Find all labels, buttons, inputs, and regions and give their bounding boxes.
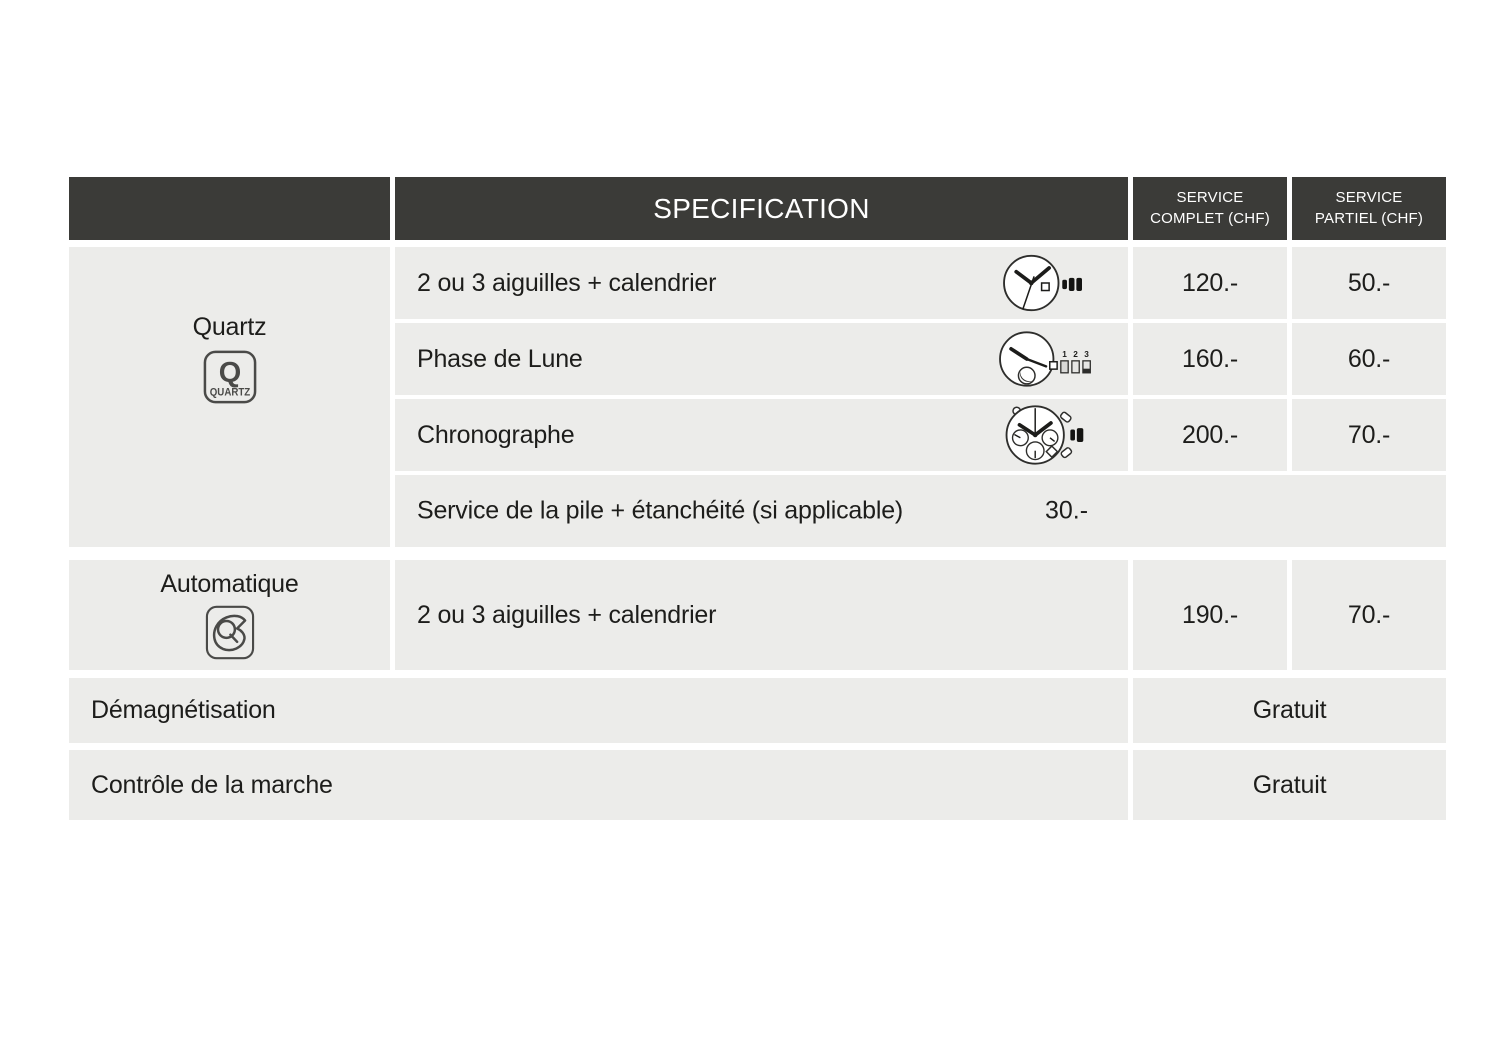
price-complet: 160.-: [1133, 323, 1287, 395]
row-demagnetisation: Démagnétisation: [69, 678, 1128, 743]
row-automatique-3-hands: [395, 560, 1128, 670]
quartz-label: Quartz: [192, 312, 267, 341]
crown-position-3: 3: [1084, 350, 1089, 360]
service-complet-line1: SERVICE: [1176, 189, 1244, 207]
price-partiel: 70.-: [1292, 399, 1446, 471]
price-complet: 190.-: [1133, 560, 1287, 670]
battery-service-label: Service de la pile + étanchéité (si applicable): [417, 496, 904, 525]
header-service-partiel: [1292, 177, 1446, 240]
row-controle-marche: Contrôle de la marche: [69, 750, 1128, 820]
watch-three-hands-icon: [1000, 252, 1102, 314]
row-quartz-moon-phase: [395, 323, 1128, 395]
row-battery-service: [395, 475, 1446, 547]
row-quartz-chronograph: [395, 399, 1128, 471]
battery-service-price: 30.-: [1045, 496, 1089, 525]
service-complet-line2: COMPLET (CHF): [1150, 209, 1270, 227]
specification-title: SPECIFICATION: [653, 192, 870, 224]
price-partiel: 50.-: [1292, 247, 1446, 319]
price-complet: 120.-: [1133, 247, 1287, 319]
automatique-label: Automatique: [160, 570, 299, 598]
automatic-movement-icon: [205, 605, 255, 660]
watch-chronograph-icon: [998, 398, 1102, 472]
quartz-badge-icon: [203, 350, 257, 404]
spec-label: Chronographe: [417, 420, 575, 449]
service-partiel-line1: SERVICE: [1335, 189, 1403, 207]
demagnetisation-value: Gratuit: [1133, 678, 1446, 743]
header-service-complet: [1133, 177, 1287, 240]
automatique-group-cell: [69, 560, 390, 670]
controle-marche-value: Gratuit: [1133, 750, 1446, 820]
spec-label: 2 ou 3 aiguilles + calendrier: [417, 600, 717, 629]
spec-label: Phase de Lune: [417, 344, 583, 373]
crown-position-1: 1: [1062, 350, 1067, 360]
crown-position-2: 2: [1073, 350, 1078, 360]
spec-label: 2 ou 3 aiguilles + calendrier: [417, 268, 717, 297]
price-complet: 200.-: [1133, 399, 1287, 471]
price-partiel: 60.-: [1292, 323, 1446, 395]
service-partiel-line2: PARTIEL (CHF): [1314, 209, 1424, 227]
quartz-badge-caption: QUARTZ: [209, 385, 250, 398]
row-quartz-3-hands: [395, 247, 1128, 319]
header-empty-cell: [69, 177, 390, 240]
header-specification: [395, 177, 1128, 240]
price-partiel: 70.-: [1292, 560, 1446, 670]
quartz-group-cell: [69, 247, 390, 547]
watch-moon-phase-icon: [992, 324, 1102, 394]
quartz-badge-letter: Q: [218, 356, 241, 389]
